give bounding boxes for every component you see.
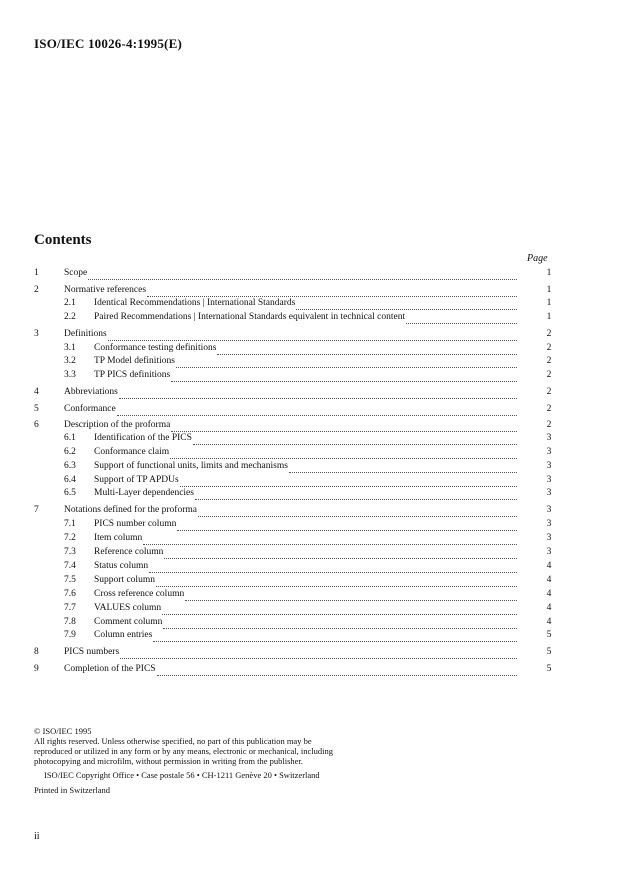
dot-leader [170, 450, 517, 459]
toc-entry-page: 3 [546, 547, 552, 557]
toc-entry-title: Status column [94, 561, 149, 571]
toc-entry-page: 4 [546, 589, 552, 599]
toc-entry[interactable] [34, 533, 554, 547]
toc-entry-number: 7.6 [64, 589, 76, 599]
toc-entry[interactable] [34, 387, 554, 401]
toc-entry[interactable] [34, 433, 554, 447]
toc-entry-page: 4 [546, 617, 552, 627]
toc-entry-page: 5 [546, 647, 552, 657]
toc-entry[interactable] [34, 475, 554, 489]
toc-entry-page: 1 [546, 285, 552, 295]
toc-entry-page: 5 [546, 630, 552, 640]
dot-leader [180, 478, 517, 487]
toc-entry[interactable] [34, 404, 554, 418]
rights-text: photocopying and microfilm, without permission in writing from the publisher. [34, 756, 303, 766]
toc-entry-title: Conformance [64, 404, 116, 414]
toc-entry-number: 2 [34, 285, 39, 295]
dot-leader [289, 464, 517, 473]
toc-entry-number: 9 [34, 664, 39, 674]
toc-entry-page: 2 [546, 404, 552, 414]
toc-entry-title: Notations defined for the proforma [64, 505, 197, 515]
toc-entry-title: Support column [94, 575, 155, 585]
toc-entry-number: 7 [34, 505, 39, 515]
toc-entry-page: 5 [546, 664, 552, 674]
toc-entry[interactable] [34, 589, 554, 603]
dot-leader [195, 491, 517, 500]
toc-entry-number: 6.5 [64, 488, 76, 498]
toc-entry-page: 3 [546, 505, 552, 515]
toc-entry-page: 3 [546, 475, 552, 485]
toc-entry[interactable] [34, 447, 554, 461]
dot-leader [171, 423, 517, 432]
toc-entry-number: 7.4 [64, 561, 76, 571]
toc-entry-title: Column entries [94, 630, 153, 640]
toc-entry-title: Support of functional units, limits and mechanisms [94, 461, 288, 471]
toc-entry-number: 3.2 [64, 356, 76, 366]
toc-entry-number: 4 [34, 387, 39, 397]
toc-entry-title: Description of the proforma [64, 420, 171, 430]
toc-entry-page: 3 [546, 461, 552, 471]
toc-entry-title: Conformance claim [94, 447, 170, 457]
contents-title: Contents [34, 232, 92, 248]
toc-entry-number: 7.1 [64, 519, 76, 529]
toc-entry-number: 7.3 [64, 547, 76, 557]
dot-leader [143, 536, 517, 545]
toc-entry-title: TP Model definitions [94, 356, 175, 366]
dot-leader [156, 578, 517, 587]
dot-leader [108, 332, 517, 341]
toc-entry-number: 5 [34, 404, 39, 414]
dot-leader [88, 271, 517, 280]
copyright-line: © ISO/IEC 1995 [34, 726, 92, 736]
toc-entry[interactable] [34, 420, 554, 434]
dot-leader [177, 522, 517, 531]
dot-leader [120, 650, 517, 659]
dot-leader [193, 436, 517, 445]
dot-leader [296, 301, 517, 310]
toc-entry-title: Multi-Layer dependencies [94, 488, 194, 498]
toc-entry-title: Identical Recommendations | International Standards [94, 298, 296, 308]
toc-entry-title: PICS numbers [64, 647, 120, 657]
toc-entry[interactable] [34, 630, 554, 644]
toc-entry[interactable] [34, 343, 554, 357]
rights-text: All rights reserved. Unless otherwise specified, no part of this publication may be [34, 736, 312, 746]
toc-entry-number: 7.5 [64, 575, 76, 585]
toc-entry-title: Identification of the PICS [94, 433, 192, 443]
toc-entry-page: 3 [546, 488, 552, 498]
toc-entry[interactable] [34, 285, 554, 299]
toc-entry[interactable] [34, 647, 554, 661]
toc-entry-number: 7.7 [64, 603, 76, 613]
toc-entry-page: 2 [546, 356, 552, 366]
toc-entry[interactable] [34, 519, 554, 533]
toc-entry-page: 3 [546, 447, 552, 457]
toc-entry-title: Cross reference column [94, 589, 185, 599]
toc-entry[interactable] [34, 298, 554, 312]
toc-entry[interactable] [34, 268, 554, 282]
dot-leader [147, 288, 517, 297]
toc-entry-number: 3.1 [64, 343, 76, 353]
toc-entry-number: 6.4 [64, 475, 76, 485]
document-id: ISO/IEC 10026-4:1995(E) [34, 36, 182, 51]
toc-entry-page: 1 [546, 268, 552, 278]
dot-leader [171, 373, 517, 382]
toc-entry-page: 4 [546, 603, 552, 613]
office-address: ISO/IEC Copyright Office • Case postale 56 • CH-1211 Genève 20 • Switzerland [44, 770, 320, 780]
toc-entry-number: 6.3 [64, 461, 76, 471]
dot-leader [163, 620, 517, 629]
toc-entry[interactable] [34, 461, 554, 475]
toc-entry-number: 2.1 [64, 298, 76, 308]
toc-entry-number: 6 [34, 420, 39, 430]
toc-entry-number: 2.2 [64, 312, 76, 322]
toc-entry-number: 7.2 [64, 533, 76, 543]
toc-entry[interactable] [34, 312, 554, 326]
toc-entry-number: 6.2 [64, 447, 76, 457]
toc-entry-number: 3 [34, 329, 39, 339]
toc-entry[interactable] [34, 329, 554, 343]
page-number: ii [34, 831, 40, 842]
toc-entry[interactable] [34, 370, 554, 384]
toc-entry[interactable] [34, 488, 554, 502]
dot-leader [198, 508, 517, 517]
dot-leader [157, 667, 517, 676]
rights-text: reproduced or utilized in any form or by any means, electronic or mechanical, including [34, 746, 334, 756]
toc-entry[interactable] [34, 561, 554, 575]
dot-leader [162, 606, 517, 615]
toc-entry-title: Definitions [64, 329, 107, 339]
dot-leader [119, 390, 517, 399]
toc-entry-number: 7.8 [64, 617, 76, 627]
toc-entry-title: Conformance testing definitions [94, 343, 217, 353]
toc-entry[interactable] [34, 575, 554, 589]
toc-entry-title: VALUES column [94, 603, 162, 613]
dot-leader [149, 564, 517, 573]
toc-entry-title: TP PICS definitions [94, 370, 171, 380]
toc-entry-page: 1 [546, 298, 552, 308]
toc-entry-title: Comment column [94, 617, 163, 627]
toc-entry-page: 2 [546, 387, 552, 397]
dot-leader [176, 359, 517, 368]
toc-entry-page: 2 [546, 343, 552, 353]
toc-entry-page: 3 [546, 533, 552, 543]
toc-entry-page: 4 [546, 561, 552, 571]
dot-leader [406, 315, 517, 324]
toc-entry-page: 3 [546, 433, 552, 443]
toc-entry[interactable] [34, 603, 554, 617]
dot-leader [153, 633, 517, 642]
toc-entry-title: Scope [64, 268, 88, 278]
toc-entry[interactable] [34, 356, 554, 370]
toc-entry-title: Reference column [94, 547, 164, 557]
toc-entry-title: Abbreviations [64, 387, 118, 397]
copyright-notice [34, 726, 394, 780]
toc-entry-number: 6.1 [64, 433, 76, 443]
toc-entry-page: 4 [546, 575, 552, 585]
toc-entry[interactable] [34, 617, 554, 631]
toc-entry-title: Paired Recommendations | International Standards equivalent in technical content [94, 312, 406, 322]
toc-entry-number: 8 [34, 647, 39, 657]
printed-in: Printed in Switzerland [34, 785, 111, 795]
toc-entry-title: Item column [94, 533, 143, 543]
toc-entry-page: 2 [546, 370, 552, 380]
toc-entry-page: 2 [546, 420, 552, 430]
toc-entry-number: 1 [34, 268, 39, 278]
page-column-label: Page [527, 253, 548, 264]
toc-entry-number: 3.3 [64, 370, 76, 380]
toc-entry-title: PICS number column [94, 519, 177, 529]
dot-leader [164, 550, 517, 559]
toc-entry-number: 7.9 [64, 630, 76, 640]
toc-entry[interactable] [34, 547, 554, 561]
toc-entry[interactable] [34, 505, 554, 519]
dot-leader [217, 346, 517, 355]
toc-entry-page: 3 [546, 519, 552, 529]
toc-entry-page: 1 [546, 312, 552, 322]
dot-leader [117, 407, 517, 416]
dot-leader [185, 592, 517, 601]
toc-entry-title: Normative references [64, 285, 147, 295]
toc-entry[interactable] [34, 664, 554, 678]
toc-entry-page: 2 [546, 329, 552, 339]
toc-entry-title: Completion of the PICS [64, 664, 156, 674]
toc-entry-title: Support of TP APDUs [94, 475, 179, 485]
